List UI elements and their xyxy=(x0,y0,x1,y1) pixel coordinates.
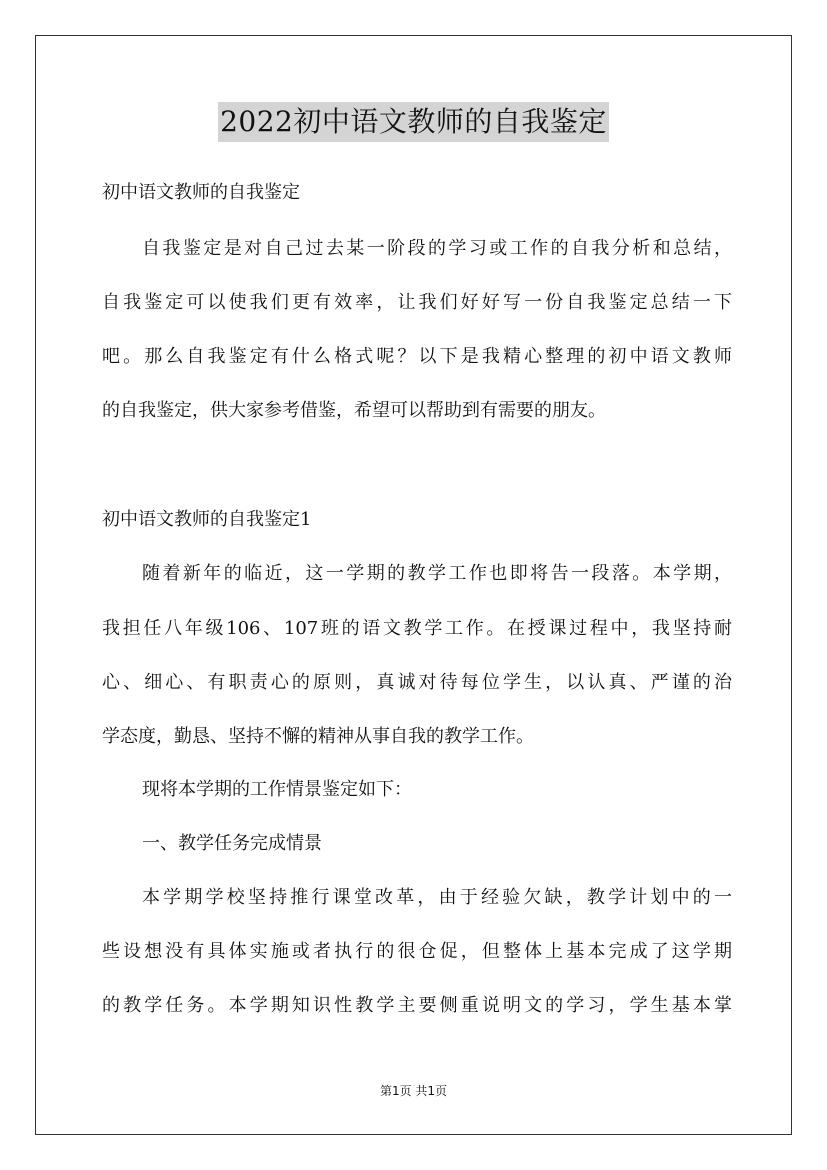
intro-line: 的自我鉴定，供大家参考借鉴，希望可以帮助到有需要的朋友。 xyxy=(102,400,606,421)
document-title: 2022初中语文教师的自我鉴定 xyxy=(218,102,609,142)
intro-line: 吧。那么自我鉴定有什么格式呢？以下是我精心整理的初中语文教师 xyxy=(102,346,732,367)
page-number-footer: 第1页 共1页 xyxy=(379,1084,448,1098)
document-subtitle: 初中语文教师的自我鉴定 xyxy=(102,182,300,203)
body-line: 心、细心、有职责心的原则，真诚对待每位学生，以认真、严谨的治 xyxy=(102,672,732,693)
body-line: 现将本学期的工作情景鉴定如下： xyxy=(142,779,412,800)
body-line: 些设想没有具体实施或者执行的很仓促，但整体上基本完成了这学期 xyxy=(102,941,732,962)
intro-line: 自我鉴定是对自己过去某一阶段的学习或工作的自我分析和总结， xyxy=(142,238,732,259)
subheading: 一、教学任务完成情景 xyxy=(142,833,322,854)
body-line: 的教学任务。本学期知识性教学主要侧重说明文的学习，学生基本掌 xyxy=(102,995,732,1016)
intro-line: 自我鉴定可以使我们更有效率，让我们好好写一份自我鉴定总结一下 xyxy=(102,292,732,313)
body-line: 随着新年的临近，这一学期的教学工作也即将告一段落。本学期， xyxy=(142,563,732,584)
title-container xyxy=(0,102,827,142)
body-line: 我担任八年级106、107班的语文教学工作。在授课过程中，我坚持耐 xyxy=(102,618,732,639)
body-line: 学态度，勤恳、坚持不懈的精神从事自我的教学工作。 xyxy=(102,726,534,747)
body-line: 本学期学校坚持推行课堂改革，由于经验欠缺，教学计划中的一 xyxy=(142,887,732,908)
section-heading: 初中语文教师的自我鉴定1 xyxy=(102,509,312,530)
